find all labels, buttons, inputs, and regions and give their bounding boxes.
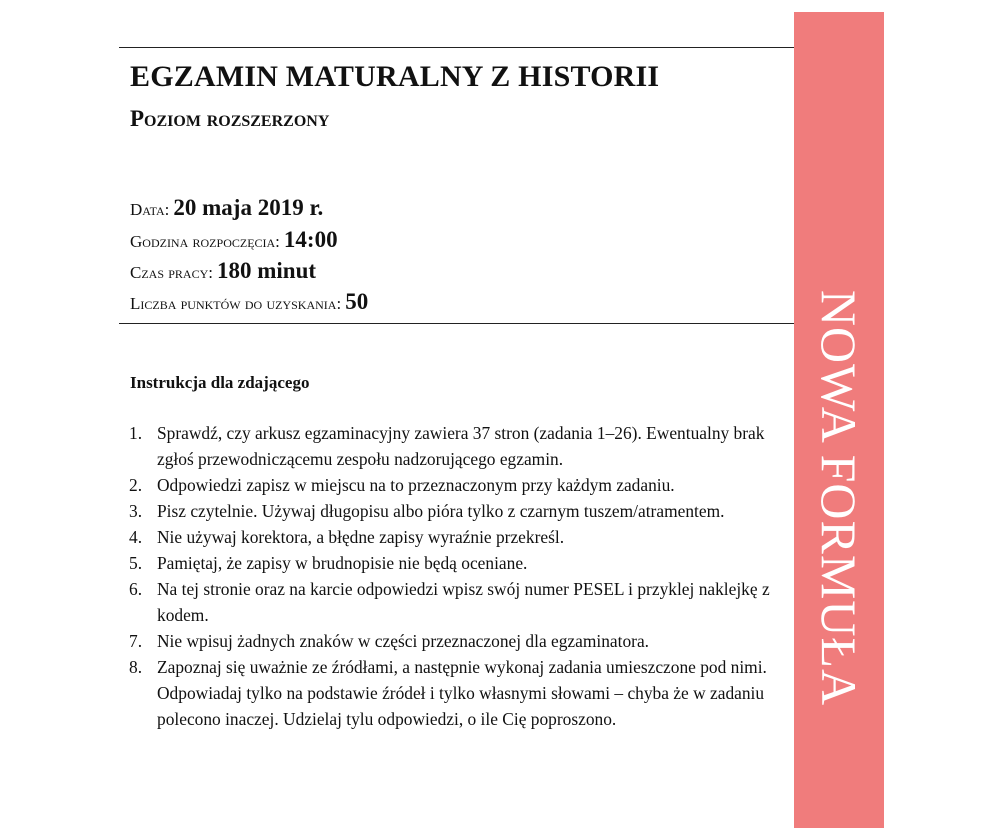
instruction-item [129, 628, 779, 654]
top-divider [119, 47, 794, 48]
instruction-item [129, 498, 779, 524]
meta-date [130, 196, 323, 219]
meta-duration-value: 180 minut [217, 258, 317, 283]
nowa-formula-banner [794, 12, 884, 828]
instruction-item [129, 524, 779, 550]
nowa-formula-label: NOWA FORMUŁA [811, 289, 867, 707]
meta-points [130, 290, 368, 313]
meta-start-time-label: Godzina rozpoczęcia: [130, 232, 280, 251]
instruction-number: 5. [129, 553, 143, 573]
meta-duration [130, 259, 316, 282]
meta-date-value: 20 maja 2019 r. [173, 195, 324, 220]
instruction-text: Nie wpisuj żadnych znaków w części przeznaczonej dla egzaminatora. [157, 631, 650, 651]
instruction-text: Odpowiedzi zapisz w miejscu na to przeznaczonym przy każdym zadaniu. [157, 475, 675, 495]
instruction-text: Pamiętaj, że zapisy w brudnopisie nie będą oceniane. [157, 553, 528, 573]
instruction-item [129, 654, 779, 732]
instruction-number: 3. [129, 501, 143, 521]
instruction-item [129, 576, 779, 628]
meta-duration-label: Czas pracy: [130, 263, 213, 282]
middle-divider [119, 323, 794, 324]
instructions-list [129, 420, 779, 732]
instruction-text: Pisz czytelnie. Używaj długopisu albo pióra tylko z czarnym tuszem/atramentem. [157, 501, 725, 521]
meta-points-value: 50 [345, 289, 369, 314]
instruction-text: Sprawdź, czy arkusz egzaminacyjny zawiera 37 stron (zadania 1–26). Ewentualny brak zgłoś przewodniczącemu zespołu nadzorującego egzamin. [157, 423, 765, 469]
instruction-item [129, 420, 779, 472]
instruction-text: Na tej stronie oraz na karcie odpowiedzi wpisz swój numer PESEL i przyklej naklejkę z kodem. [157, 579, 770, 625]
meta-points-label: Liczba punktów do uzyskania: [130, 294, 342, 313]
instruction-number: 7. [129, 631, 143, 651]
instruction-number: 6. [129, 579, 143, 599]
instruction-number: 2. [129, 475, 143, 495]
exam-level: Poziom rozszerzony [130, 106, 330, 131]
instruction-number: 8. [129, 657, 143, 677]
meta-start-time-value: 14:00 [283, 227, 338, 252]
instruction-text: Zapoznaj się uważnie ze źródłami, a następnie wykonaj zadania umieszczone pod nimi. Odpowiadaj tylko na podstawie źródeł i tylko własnymi słowami – chyba że w zadaniu polecono inaczej. Udzielaj tylu odpowiedzi, o ile Cię poproszono. [157, 657, 767, 729]
instructions-heading: Instrukcja dla zdającego [130, 373, 310, 392]
exam-title: EGZAMIN MATURALNY Z HISTORII [130, 60, 660, 93]
meta-start-time [130, 228, 338, 251]
instruction-number: 4. [129, 527, 143, 547]
instruction-item [129, 472, 779, 498]
instruction-number: 1. [129, 423, 143, 443]
meta-date-label: Data: [130, 200, 170, 219]
instruction-item [129, 550, 779, 576]
instruction-text: Nie używaj korektora, a błędne zapisy wyraźnie przekreśl. [157, 527, 565, 547]
